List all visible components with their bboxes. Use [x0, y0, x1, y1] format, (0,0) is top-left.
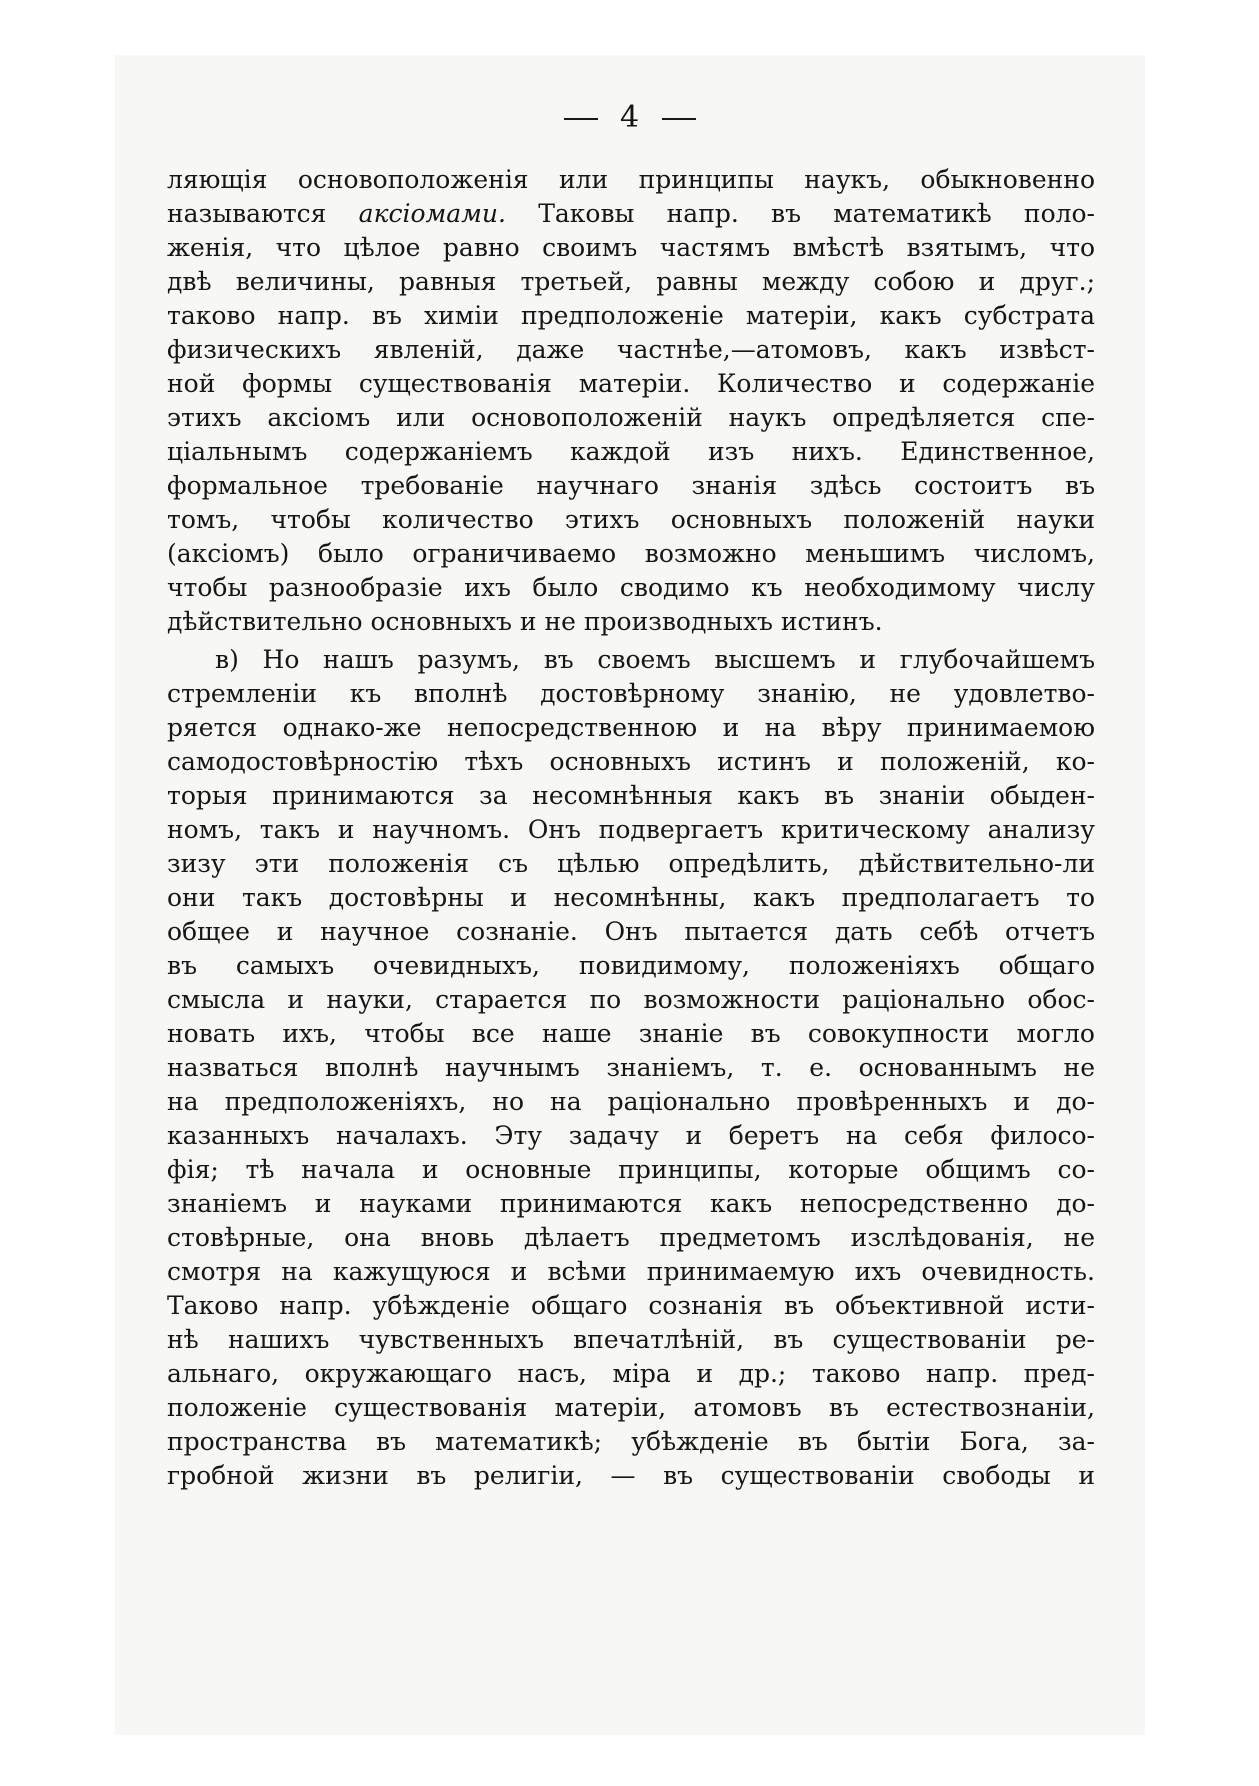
text-line: женія, что цѣлое равно своимъ частямъ вмѣстѣ взятымъ, что	[167, 233, 1095, 262]
page-number-dash-right	[662, 118, 696, 120]
text-line: они такъ достовѣрны и несомнѣнны, какъ предполагаетъ то	[167, 883, 1095, 912]
italic-term: аксіомами.	[358, 199, 506, 228]
text-line: ляющія основоположенія или принципы наукъ, обыкновенно	[167, 165, 1095, 194]
text-line: стовѣрные, она вновь дѣлаетъ предметомъ изслѣдованія, не	[167, 1223, 1095, 1252]
page-number-value: 4	[619, 100, 641, 135]
text-line: фія; тѣ начала и основные принципы, которые общимъ со-	[167, 1155, 1095, 1184]
text-line: дѣйствительно основныхъ и не производныхъ истинъ.	[167, 607, 883, 636]
text-line: физическихъ явленій, даже частнѣе,—атомовъ, какъ извѣст-	[167, 335, 1095, 364]
text-fragment: Таковы напр. въ математикѣ поло-	[538, 199, 1096, 228]
text-line: ряется однако-же непосредственною и на вѣру принимаемою	[167, 713, 1095, 742]
text-line: нѣ нашихъ чувственныхъ впечатлѣній, въ существованіи ре-	[167, 1325, 1095, 1354]
text-line: (аксіомъ) было ограничиваемо возможно меньшимъ числомъ,	[167, 539, 1095, 568]
text-line: знаніемъ и науками принимаются какъ непосредственно до-	[167, 1189, 1095, 1218]
text-line: самодостовѣрностію тѣхъ основныхъ истинъ и положеній, ко-	[167, 747, 1095, 776]
text-line: торыя принимаются за несомнѣнныя какъ въ знаніи обыден-	[167, 781, 1095, 810]
text-line: этихъ аксіомъ или основоположеній наукъ опредѣляется спе-	[167, 403, 1095, 432]
text-fragment: называются	[167, 199, 327, 228]
text-line: формальное требованіе научнаго знанія здѣсь состоитъ въ	[167, 471, 1095, 500]
text-line: ціальнымъ содержаніемъ каждой изъ нихъ. Единственное,	[167, 437, 1095, 466]
text-line: положеніе существованія матеріи, атомовъ въ естествознаніи,	[167, 1393, 1095, 1422]
text-line: чтобы разнообразіе ихъ было сводимо къ необходимому числу	[167, 573, 1095, 602]
body-text	[167, 163, 1095, 1493]
text-line: ной формы существованія матеріи. Количество и содержаніе	[167, 369, 1095, 398]
text-line: общее и научное сознаніе. Онъ пытается дать себѣ отчетъ	[167, 917, 1095, 946]
text-line: гробной жизни въ религіи, — въ существованіи свободы и	[167, 1461, 1095, 1490]
text-line: въ самыхъ очевидныхъ, повидимому, положеніяхъ общаго	[167, 951, 1095, 980]
page-number	[115, 100, 1145, 135]
text-line: казанныхъ началахъ. Эту задачу и беретъ на себя филосо-	[167, 1121, 1095, 1150]
text-line: пространства въ математикѣ; убѣжденіе въ бытіи Бога, за-	[167, 1427, 1095, 1456]
text-line: на предположеніяхъ, но на раціонально провѣренныхъ и до-	[167, 1087, 1095, 1116]
text-line: номъ, такъ и научномъ. Онъ подвергаетъ критическому анализу	[167, 815, 1095, 844]
text-line: смотря на кажущуюся и всѣми принимаемую ихъ очевидность.	[167, 1257, 1095, 1286]
text-line: стремленіи къ вполнѣ достовѣрному знанію, не удовлетво-	[167, 679, 1095, 708]
text-line: двѣ величины, равныя третьей, равны между собою и друг.;	[167, 267, 1095, 296]
text-line: томъ, чтобы количество этихъ основныхъ положеній науки	[167, 505, 1095, 534]
book-page	[115, 55, 1145, 1735]
text-line	[167, 197, 1095, 231]
text-line: таково напр. въ химіи предположеніе матеріи, какъ субстрата	[167, 301, 1095, 330]
text-line: альнаго, окружающаго насъ, міра и др.; таково напр. пред-	[167, 1359, 1095, 1388]
text-line: смысла и науки, старается по возможности раціонально обос-	[167, 985, 1095, 1014]
paragraph-start-line: в) Но нашъ разумъ, въ своемъ высшемъ и глубочайшемъ	[215, 645, 1095, 674]
text-line: зизу эти положенія съ цѣлью опредѣлить, дѣйствительно-ли	[167, 849, 1095, 878]
text-line: Таково напр. убѣжденіе общаго сознанія въ объективной исти-	[167, 1291, 1095, 1320]
text-line: новать ихъ, чтобы все наше знаніе въ совокупности могло	[167, 1019, 1095, 1048]
page-number-dash-left	[564, 118, 598, 120]
text-line: назваться вполнѣ научнымъ знаніемъ, т. е. основаннымъ не	[167, 1053, 1095, 1082]
